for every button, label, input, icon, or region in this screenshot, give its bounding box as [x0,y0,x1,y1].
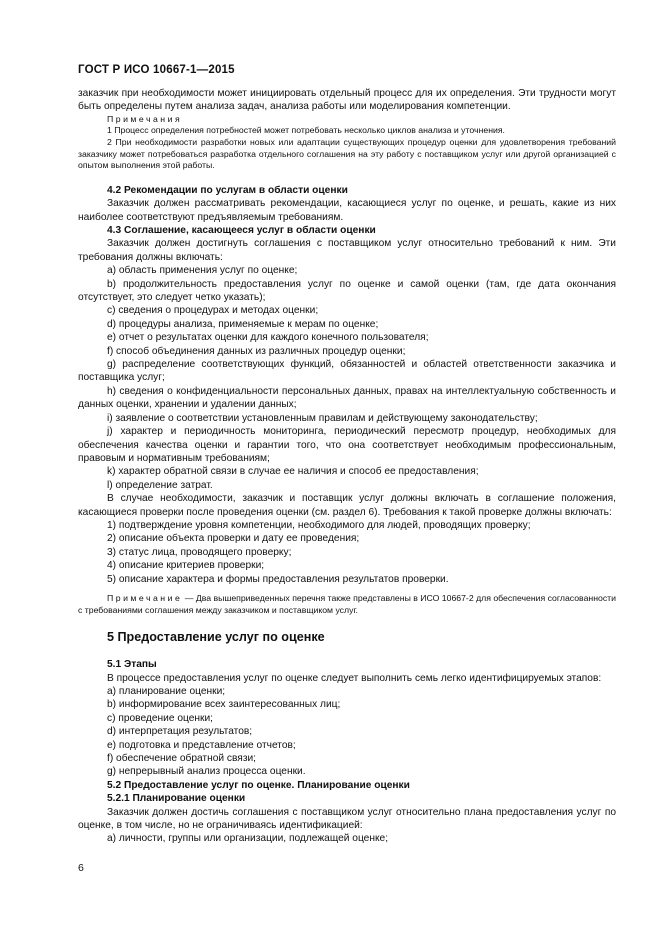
note-item: 1 Процесс определения потребностей может потребовать несколько циклов анализа и уточнения. [107,125,505,136]
list-item: k) характер обратной связи в случае ее наличия и способ ее предоставления; [107,466,479,478]
list-item: e) подготовка и представление отчетов; [107,739,296,751]
list-item: i) заявление о соответствии установленным правилам и действующему законодательству; [107,412,538,424]
paragraph: Заказчик должен рассматривать рекомендации, касающиеся услуг по оценке, и решать, какие из них наиболее соответствуют предъявляемым требованиям. [78,198,616,223]
document-body [78,87,616,846]
paragraph: Заказчик должен достичь соглашения с поставщиком услуг относительно плана предоставления услуг по оценке, в том числе, но не ограничиваясь идентификацией: [78,806,616,832]
list-item: f) обеспечение обратной связи; [107,753,257,764]
list-item: c) сведения о процедурах и методах оценки; [107,305,319,317]
list-item: 1) подтверждение уровня компетенции, необходимого для людей, проводящих проверку; [107,519,531,531]
list-item: b) информирование всех заинтересованных лиц; [107,699,341,711]
list-item: j) характер и периодичность мониторинга, периодический пересмотр процедур, необходимых для обеспечения качества оценки и гарантии того, что она соответствует необходимым профессиональным, правовым и нормативным требованиям; [78,426,616,464]
list-item: h) сведения о конфиденциальности персональных данных, правах на интеллектуальную собственность и данных оценки, хранении и удалении данных; [78,385,616,411]
note-item: 2 При необходимости разработки новых или адаптации существующих процедур оценки для удовлетворения требований заказчику может потребоваться разработка отдельного соглашения на эту работу с поставщиком услуг или другой организацией с опытом выполнения этой работы. [78,137,616,171]
paragraph: В процессе предоставления услуг по оценке следует выполнить семь легко идентифицируемых этапов: [107,672,602,684]
list-item: d) интерпретация результатов; [107,726,253,738]
list-item: 3) статус лица, проводящего проверку; [107,546,292,558]
note-label: Примечание [107,592,183,603]
page-number: 6 [78,862,84,874]
list-item: l) определение затрат. [107,479,213,491]
list-item: 4) описание критериев проверки; [107,560,265,572]
section-5-1-title: 5.1 Этапы [107,659,157,671]
section-5-2-1-title: 5.2.1 Планирование оценки [107,793,246,805]
section-5-2-title: 5.2 Предоставление услуг по оценке. Планирование оценки [107,779,410,791]
section-5-title: 5 Предоставление услуг по оценке [107,630,325,645]
list-item: a) планирование оценки; [107,685,226,697]
section-4-3-title: 4.3 Соглашение, касающееся услуг в области оценки [107,225,376,236]
list-item: a) область применения услуг по оценке; [107,265,298,277]
list-item: e) отчет о результатах оценки для каждого конечного пользователя; [107,332,429,344]
paragraph: заказчик при необходимости может инициировать отдельный процесс для их определения. Эти трудности могут быть определены путем анализа задач, анализа работы или моделирования компетенции. [78,88,616,113]
document-header: ГОСТ Р ИСО 10667-1—2015 [78,64,235,76]
list-item: a) личности, группы или организации, подлежащей оценке; [107,833,389,845]
list-item: 5) описание характера и формы предоставления результатов проверки. [107,573,449,585]
section-4-2-title: 4.2 Рекомендации по услугам в области оценки [107,184,348,196]
list-item: 2) описание объекта проверки и дату ее проведения; [107,533,360,545]
note-title: Примечания [107,113,183,124]
list-item: f) способ объединения данных из различных процедур оценки; [107,345,406,357]
list-item: b) продолжительность предоставления услуг по оценке и самой оценки (там, где дата окончания отсутствует, это следует четко указать); [78,278,616,304]
note-paragraph [78,593,616,616]
paragraph: В случае необходимости, заказчик и поставщик услуг должны включать в соглашение положения, касающиеся проверки после проведения оценки (см. раздел 6). Требования к такой проверке должны включать: [78,493,616,518]
paragraph: Заказчик должен достигнуть соглашения с поставщиком услуг относительно требований к ним. Эти требования должны включать: [78,238,616,263]
list-item: d) процедуры анализа, применяемые к мерам по оценке; [107,318,379,330]
list-item: g) непрерывный анализ процесса оценки. [107,766,306,778]
list-item: c) проведение оценки; [107,712,213,724]
list-item: g) распределение соответствующих функций, обязанностей и областей ответственности заказчика и поставщика услуг; [78,359,616,384]
note-text: — Два вышеприведенных перечня также представлены в ИСО 10667-2 для обеспечения согласованности с требованиями соглашения между заказчиком и поставщиком услуг. [78,592,616,615]
